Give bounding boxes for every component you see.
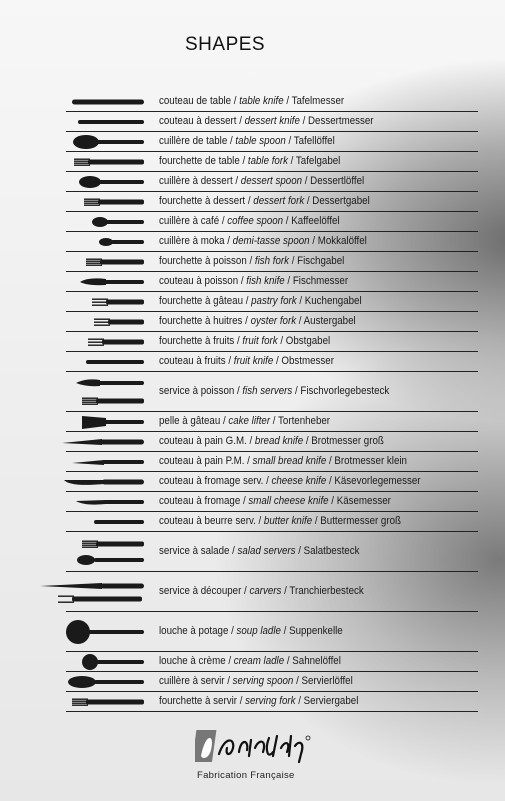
- label-french: louche à potage /: [159, 625, 237, 637]
- label-french: fourchette à huitres /: [159, 315, 251, 327]
- label-german: / Käsevorlegemesser: [326, 475, 421, 487]
- list-item: [0, 152, 505, 172]
- item-label: [159, 695, 468, 707]
- label-french: couteau à poisson /: [159, 275, 247, 287]
- label-english: cheese knife: [271, 475, 327, 487]
- butter-knife-icon: [40, 512, 150, 532]
- label-french: couteau à beurre serv. /: [159, 515, 264, 527]
- list-item: [0, 232, 505, 252]
- label-english: pastry fork: [251, 295, 297, 307]
- label-french: couteau à fruits /: [159, 355, 234, 367]
- label-french: fourchette à servir /: [159, 695, 246, 707]
- label-german: / Tranchierbesteck: [281, 585, 364, 597]
- brand-logo: [195, 726, 313, 766]
- item-label: [159, 475, 468, 487]
- serving-spoon-icon: [40, 672, 150, 692]
- label-french: fourchette à fruits /: [159, 335, 243, 347]
- label-german: / Kaffeelöffel: [283, 215, 340, 227]
- label-english: dessert knife: [244, 115, 300, 127]
- item-label: [159, 385, 468, 397]
- label-french: couteau à fromage serv. /: [159, 475, 272, 487]
- item-label: [159, 335, 468, 347]
- label-german: / Salatbesteck: [295, 545, 360, 557]
- label-french: service à poisson /: [159, 385, 243, 397]
- label-english: carvers: [249, 585, 282, 597]
- table-fork-icon: [40, 152, 150, 172]
- page-title: SHAPES: [185, 34, 266, 55]
- table-knife-icon: [40, 92, 150, 112]
- label-english: fish knife: [246, 275, 285, 287]
- label-german: / Servierlöffel: [293, 675, 353, 687]
- list-item: [0, 472, 505, 492]
- item-label: [159, 275, 468, 287]
- label-german: / Obstmesser: [273, 355, 334, 367]
- demi-tasse-spoon-icon: [40, 232, 150, 252]
- list-item: [0, 532, 505, 572]
- item-label: [159, 95, 468, 107]
- item-label: [159, 175, 468, 187]
- list-item: [0, 652, 505, 672]
- pastry-fork-icon: [40, 292, 150, 312]
- item-label: [159, 435, 468, 447]
- item-label: [159, 675, 468, 687]
- label-french: couteau à pain P.M. /: [159, 455, 253, 467]
- row-divider: [66, 711, 478, 712]
- label-french: fourchette de table /: [159, 155, 248, 167]
- label-german: / Brotmesser klein: [326, 455, 407, 467]
- list-item: [0, 412, 505, 432]
- label-english: cake lifter: [228, 415, 271, 427]
- label-english: table knife: [239, 95, 284, 107]
- label-english: table fork: [247, 155, 288, 167]
- cake-lifter-icon: [40, 412, 150, 432]
- cheese-knife-icon: [40, 472, 150, 492]
- label-french: couteau à pain G.M. /: [159, 435, 255, 447]
- label-french: cuillère à moka /: [159, 235, 233, 247]
- list-item: [0, 352, 505, 372]
- list-item: [0, 332, 505, 352]
- label-french: cuillère de table /: [159, 135, 236, 147]
- bread-knife-icon: [40, 432, 150, 452]
- list-item: [0, 492, 505, 512]
- label-german: / Suppenkelle: [280, 625, 343, 637]
- list-item: [0, 212, 505, 232]
- list-item: [0, 252, 505, 272]
- label-english: serving fork: [245, 695, 296, 707]
- brand-caption: Fabrication Française: [197, 770, 295, 781]
- label-english: cream ladle: [233, 655, 285, 667]
- label-french: fourchette à dessert /: [159, 195, 254, 207]
- list-item: [0, 132, 505, 152]
- item-label: [159, 625, 468, 637]
- label-french: cuillère à café /: [159, 215, 228, 227]
- list-item: [0, 112, 505, 132]
- label-german: / Fischvorlegebesteck: [292, 385, 390, 397]
- list-item: [0, 452, 505, 472]
- label-german: / Obstgabel: [277, 335, 331, 347]
- list-item: [0, 512, 505, 532]
- label-french: fourchette à poisson /: [159, 255, 255, 267]
- item-label: [159, 295, 468, 307]
- label-german: / Fischgabel: [289, 255, 345, 267]
- list-item: [0, 192, 505, 212]
- label-english: demi-tasse spoon: [232, 235, 310, 247]
- fish-servers-icon: [40, 372, 150, 412]
- list-item: [0, 372, 505, 412]
- label-french: cuillère à servir /: [159, 675, 233, 687]
- list-item: [0, 612, 505, 652]
- item-label: [159, 215, 468, 227]
- label-french: couteau de table /: [159, 95, 240, 107]
- list-item: [0, 92, 505, 112]
- label-english: bread knife: [254, 435, 304, 447]
- label-english: dessert fork: [253, 195, 305, 207]
- label-german: / Tortenheber: [270, 415, 331, 427]
- item-label: [159, 315, 468, 327]
- label-german: / Sahnelöffel: [284, 655, 341, 667]
- item-label: [159, 255, 468, 267]
- item-label: [159, 415, 468, 427]
- cream-ladle-icon: [40, 652, 150, 672]
- item-label: [159, 155, 468, 167]
- fish-fork-icon: [40, 252, 150, 272]
- label-german: / Buttermesser groß: [312, 515, 401, 527]
- label-german: / Mokkalöffel: [309, 235, 367, 247]
- item-label: [159, 115, 468, 127]
- oyster-fork-icon: [40, 312, 150, 332]
- soup-ladle-icon: [40, 612, 150, 652]
- small-bread-knife-icon: [40, 452, 150, 472]
- label-english: coffee spoon: [227, 215, 284, 227]
- label-french: couteau à dessert /: [159, 115, 245, 127]
- label-german: / Dessertlöffel: [302, 175, 365, 187]
- label-english: salad servers: [237, 545, 296, 557]
- label-german: / Käsemesser: [328, 495, 391, 507]
- label-english: small bread knife: [252, 455, 327, 467]
- dessert-knife-icon: [40, 112, 150, 132]
- list-item: [0, 272, 505, 292]
- label-french: cuillère à dessert /: [159, 175, 241, 187]
- label-english: soup ladle: [236, 625, 281, 637]
- label-german: / Dessertgabel: [304, 195, 370, 207]
- item-label: [159, 495, 468, 507]
- label-english: fish servers: [242, 385, 293, 397]
- label-french: fourchette à gâteau /: [159, 295, 252, 307]
- item-label: [159, 235, 468, 247]
- item-label: [159, 195, 468, 207]
- label-english: table spoon: [235, 135, 286, 147]
- label-english: fruit fork: [242, 335, 278, 347]
- label-french: couteau à fromage /: [159, 495, 249, 507]
- list-item: [0, 432, 505, 452]
- coffee-spoon-icon: [40, 212, 150, 232]
- label-english: oyster fork: [250, 315, 297, 327]
- list-item: [0, 292, 505, 312]
- label-german: / Austergabel: [296, 315, 356, 327]
- list-item: [0, 572, 505, 612]
- carvers-icon: [40, 572, 150, 612]
- label-english: serving spoon: [232, 675, 294, 687]
- label-english: fish fork: [254, 255, 290, 267]
- item-label: [159, 585, 468, 597]
- list-item: [0, 172, 505, 192]
- label-english: fruit knife: [233, 355, 274, 367]
- fruit-knife-icon: [40, 352, 150, 372]
- label-french: service à salade /: [159, 545, 238, 557]
- label-french: service à découper /: [159, 585, 250, 597]
- list-item: [0, 692, 505, 712]
- item-label: [159, 135, 468, 147]
- salad-servers-icon: [40, 532, 150, 572]
- label-english: small cheese knife: [248, 495, 329, 507]
- item-label: [159, 545, 468, 557]
- item-label: [159, 355, 468, 367]
- label-german: / Tafellöffel: [285, 135, 335, 147]
- dessert-spoon-icon: [40, 172, 150, 192]
- label-german: / Kuchengabel: [296, 295, 362, 307]
- item-label: [159, 515, 468, 527]
- item-label: [159, 655, 468, 667]
- label-german: / Dessertmesser: [299, 115, 374, 127]
- label-german: / Tafelmesser: [283, 95, 345, 107]
- serving-fork-icon: [40, 692, 150, 712]
- label-french: pelle à gâteau /: [159, 415, 229, 427]
- label-german: / Brotmesser groß: [303, 435, 384, 447]
- small-cheese-knife-icon: [40, 492, 150, 512]
- fish-knife-icon: [40, 272, 150, 292]
- list-item: [0, 672, 505, 692]
- label-french: louche à crème /: [159, 655, 234, 667]
- label-english: butter knife: [263, 515, 313, 527]
- label-german: / Fischmesser: [284, 275, 349, 287]
- fruit-fork-icon: [40, 332, 150, 352]
- table-spoon-icon: [40, 132, 150, 152]
- label-english: dessert spoon: [240, 175, 303, 187]
- label-german: / Serviergabel: [295, 695, 359, 707]
- dessert-fork-icon: [40, 192, 150, 212]
- label-german: / Tafelgabel: [287, 155, 341, 167]
- list-item: [0, 312, 505, 332]
- item-label: [159, 455, 468, 467]
